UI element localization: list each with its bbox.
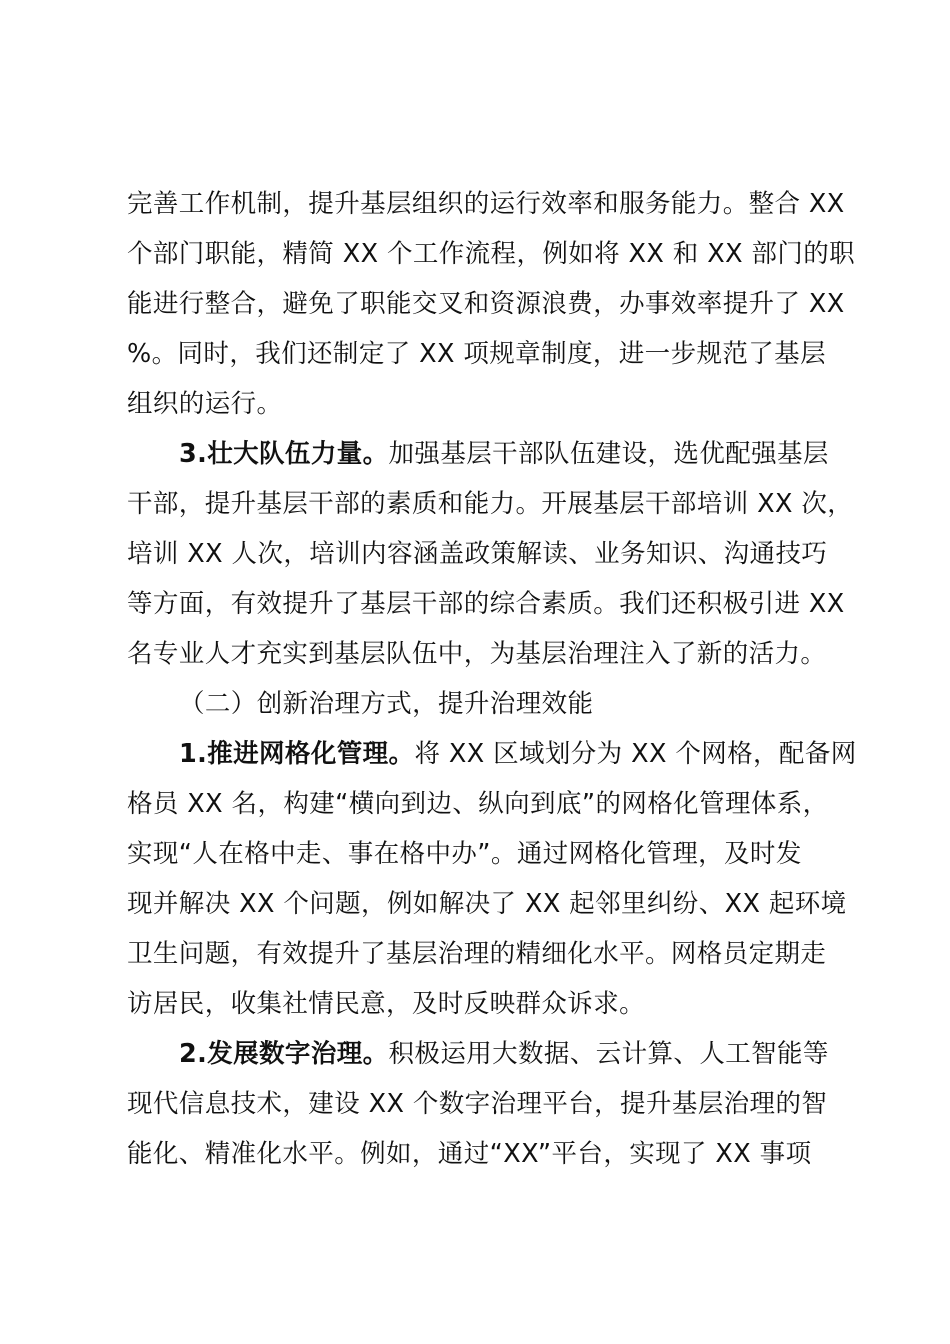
paragraph-text: 积极运用大数据、云计算、人工智能等 — [388, 1039, 829, 1069]
document-body — [127, 179, 857, 1179]
text-line: 卫生问题，有效提升了基层治理的精细化水平。网格员定期走 — [127, 939, 827, 969]
text-line: 名专业人才充实到基层队伍中，为基层治理注入了新的活力。 — [127, 639, 827, 669]
text-line: 访居民，收集社情民意，及时反映群众诉求。 — [127, 989, 646, 1019]
text-line: 能化、精准化水平。例如，通过“XX”平台，实现了 XX 事项 — [127, 1139, 812, 1169]
text-line: 完善工作机制，提升基层组织的运行效率和服务能力。整合 XX — [127, 189, 845, 219]
text-line: 等方面，有效提升了基层干部的综合素质。我们还积极引进 XX — [127, 589, 845, 619]
text-line: 现并解决 XX 个问题，例如解决了 XX 起邻里纠纷、XX 起环境 — [127, 889, 847, 919]
paragraph-first-line — [127, 429, 847, 479]
text-line: 培训 XX 人次，培训内容涵盖政策解读、业务知识、沟通技巧 — [127, 539, 828, 569]
text-line: 格员 XX 名，构建“横向到边、纵向到底”的网格化管理体系， — [127, 789, 829, 819]
text-line: 现代信息技术，建设 XX 个数字治理平台，提升基层治理的智 — [127, 1089, 828, 1119]
text-line: 个部门职能，精简 XX 个工作流程，例如将 XX 和 XX 部门的职 — [127, 239, 856, 269]
text-line: 实现“人在格中走、事在格中办”。通过网格化管理，及时发 — [127, 839, 802, 869]
paragraph-heading: 2.发展数字治理。 — [179, 1039, 389, 1069]
text-line: 能进行整合，避免了职能交叉和资源浪费，办事效率提升了 XX — [127, 289, 845, 319]
text-line: %。同时，我们还制定了 XX 项规章制度，进一步规范了基层 — [127, 339, 826, 369]
paragraph-first-line — [127, 729, 857, 779]
text-line: 干部，提升基层干部的素质和能力。开展基层干部培训 XX 次， — [127, 489, 854, 519]
paragraph-text: 将 XX 区域划分为 XX 个网格，配备网 — [414, 739, 857, 769]
paragraph-first-line — [127, 1029, 847, 1079]
text-line: 组织的运行。 — [127, 389, 283, 419]
paragraph-heading: 1.推进网格化管理。 — [179, 739, 415, 769]
section-heading: （二）创新治理方式，提升治理效能 — [179, 689, 594, 719]
paragraph-text: 加强基层干部队伍建设，选优配强基层 — [388, 439, 829, 469]
paragraph-heading: 3.壮大队伍力量。 — [179, 439, 389, 469]
